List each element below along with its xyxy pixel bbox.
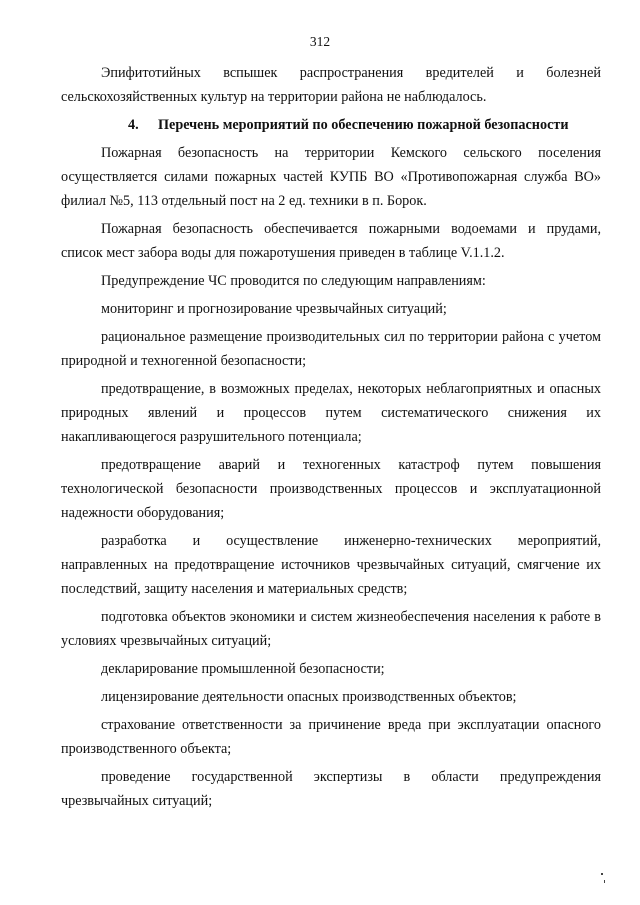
list-item-accidents: предотвращение аварий и техногенных катастроф путем повышения технологической безопасности производственных процессов и эксплуатационной надежности оборудования; xyxy=(61,457,601,521)
list-item-monitoring: мониторинг и прогнозирование чрезвычайных ситуаций; xyxy=(101,301,447,317)
list-item-insurance: страхование ответственности за причинение вреда при эксплуатации опасного производственного объекта; xyxy=(61,717,601,757)
section-title: Перечень мероприятий по обеспечению пожарной безопасности xyxy=(158,117,569,133)
intro-paragraph: Эпифитотийных вспышек распространения вредителей и болезней сельскохозяйственных культур на территории района не наблюдалось. xyxy=(61,65,601,105)
list-item-engineering: разработка и осуществление инженерно-технических мероприятий, направленных на предотвращение источников чрезвычайных ситуаций, смягчение их последствий, защиту населения и материальных средств; xyxy=(61,533,601,597)
list-item-preparation: подготовка объектов экономики и систем жизнеобеспечения населения к работе в условиях чрезвычайных ситуаций; xyxy=(61,609,601,649)
scan-speck xyxy=(604,880,605,883)
water-sources-paragraph: Пожарная безопасность обеспечивается пожарными водоемами и прудами, список мест забора воды для пожаротушения приведен в таблице V.1.1.2. xyxy=(61,221,601,261)
prevention-directions-intro: Предупреждение ЧС проводится по следующим направлениям: xyxy=(101,273,486,289)
list-item-placement: рациональное размещение производительных сил по территории района с учетом природной и техногенной безопасности; xyxy=(61,329,601,369)
document-body xyxy=(61,61,601,817)
list-item-expertise: проведение государственной экспертизы в области предупреждения чрезвычайных ситуаций; xyxy=(61,769,601,809)
list-item-declaration: декларирование промышленной безопасности; xyxy=(101,661,385,677)
section-heading xyxy=(61,113,601,137)
list-item-natural-hazards: предотвращение, в возможных пределах, некоторых неблагоприятных и опасных природных явлений и процессов путем систематического снижения их накапливающегося разрушительного потенциала; xyxy=(61,381,601,445)
list-item-licensing: лицензирование деятельности опасных производственных объектов; xyxy=(101,689,517,705)
section-number: 4. xyxy=(128,117,139,133)
fire-safety-forces-paragraph: Пожарная безопасность на территории Кемского сельского поселения осуществляется силами пожарных частей КУПБ ВО «Противопожарная служба ВО» филиал №5, 113 отдельный пост на 2 ед. техники в п. Борок. xyxy=(61,145,601,209)
scan-speck xyxy=(601,873,603,875)
page-number: 312 xyxy=(309,34,331,49)
